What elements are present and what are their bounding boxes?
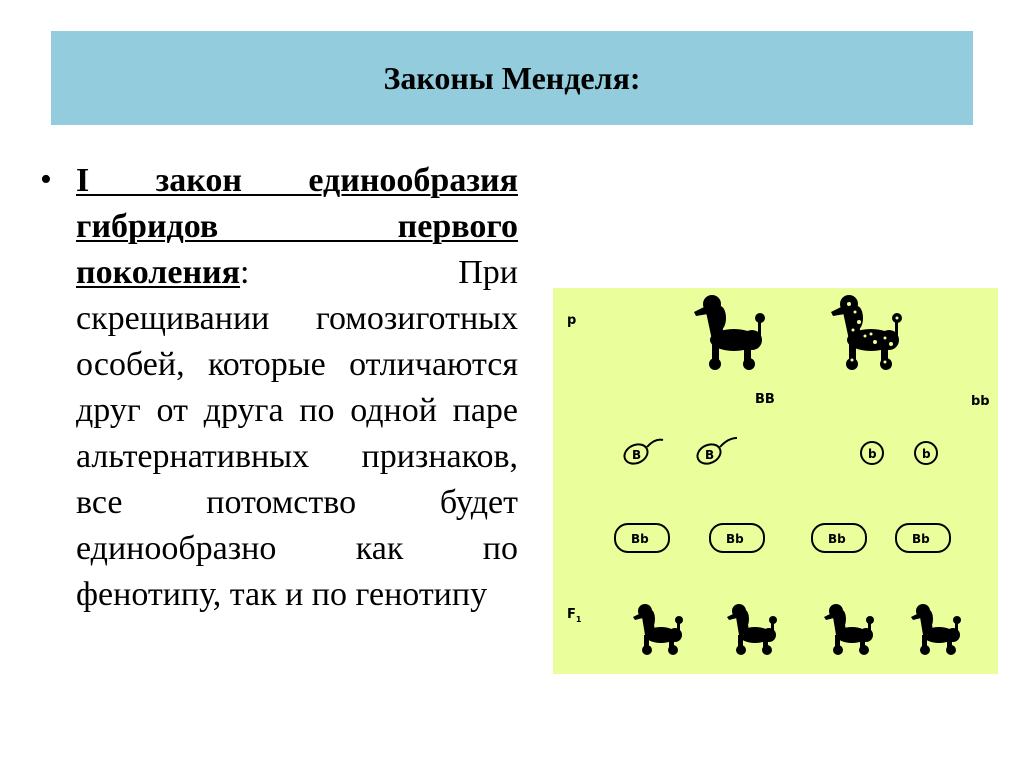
zygote-2-label: Bb bbox=[726, 532, 744, 546]
zygote-1-label: Bb bbox=[631, 532, 649, 546]
zygote-4-label: Bb bbox=[912, 532, 930, 546]
title-bar bbox=[51, 31, 973, 125]
parent-black-poodle-icon bbox=[694, 295, 765, 370]
cross-diagram bbox=[553, 288, 998, 674]
gamete-B-2-label: B bbox=[705, 448, 715, 462]
offspring-2-poodle-icon bbox=[727, 604, 777, 655]
law-title: I закон единообразия гибридов первого поколения bbox=[76, 162, 518, 291]
offspring-3-poodle-icon bbox=[824, 604, 874, 655]
parent-genotype-right: bb bbox=[971, 394, 990, 409]
generation-f1-label: $F_1$ bbox=[567, 607, 582, 624]
law-text: При скрещивании гомозиготных особей, которые отличаются друг от друга по одной паре альтернативных признаков, все потомство будет единообразно как по фенотипу, так и по генотипу bbox=[76, 254, 518, 613]
gamete-b-2-label: b bbox=[922, 447, 931, 461]
mendel-cross-figure bbox=[553, 288, 998, 674]
gamete-b-1-label: b bbox=[868, 447, 877, 461]
law-description bbox=[76, 158, 518, 618]
gamete-B-1-label: B bbox=[632, 448, 642, 462]
parent-genotype-left: BB bbox=[755, 392, 775, 407]
gamete-B-2-icon bbox=[694, 438, 737, 467]
bullet-marker: • bbox=[40, 161, 52, 198]
gamete-B-1-icon bbox=[621, 440, 663, 468]
offspring-1-poodle-icon bbox=[633, 604, 683, 655]
parent-brown-poodle-icon bbox=[831, 295, 902, 370]
law-colon: : bbox=[240, 254, 250, 291]
slide-title: Законы Менделя: bbox=[383, 59, 641, 96]
generation-p-label: p bbox=[567, 313, 577, 328]
offspring-4-poodle-icon bbox=[911, 604, 961, 655]
zygote-3-label: Bb bbox=[828, 532, 846, 546]
